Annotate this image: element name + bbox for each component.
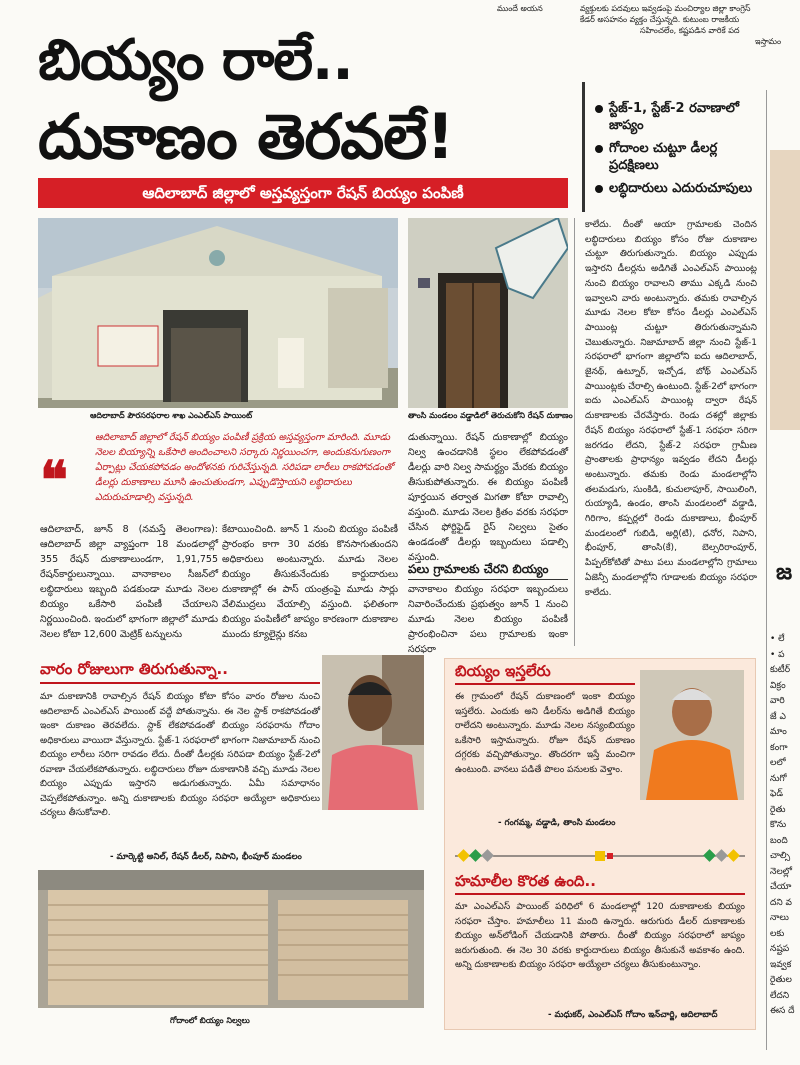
photo2-caption: తాంసి మండలం వడ్డాడిలో తెరుచుకోని రేషన్ దుకాణం [408,411,573,420]
right-strip-line: రైతుల [770,975,792,985]
right-strip-line: నుగో [770,773,787,784]
godown-photo [38,870,424,1008]
dealer-box-sign: - మార్కెట్టి అనిల్, రేషన్ డీలర్, నిపాని, భీంపూర్ మండలం [110,852,302,862]
right-strip-line: విక్రం [770,680,786,691]
right-strip-text [770,632,800,1020]
highlight-text: స్టేజ్-1, స్టేజ్-2 రవాణాలో జాప్యం [609,101,739,133]
warehouse-illustration [38,218,398,408]
top-strip-left: ముందే అయన [497,4,543,13]
right-strip-line: లేదని [770,990,790,1001]
right-strip-line: • లే [770,634,785,644]
top-strip-line: వ్యక్తులకు పదవులు ఇవ్వడంపై మంచిర్యాల జిల్లా కాంగ్రెస్ [580,4,751,13]
dealer-portrait [322,655,424,810]
highlight-text: గోదాంల చుట్టూ డీలర్ల ప్రదక్షిణలు [609,141,718,173]
dealer-box-title: వారం రోజులుగా తిరుగుతున్నా.. [40,660,228,678]
right-strip-photo [770,150,800,430]
highlight-item [595,140,765,174]
right-strip-line: కొను [770,820,787,830]
shop-door-illustration [408,218,568,408]
highlight-item [595,180,765,197]
body-col3b: వానాకాలం బియ్యం సరఫరా ఇబ్బందులు నివారించేందుకు ప్రభుత్వం జూన్ 1 నుంచి మూడు నెలల బియ్యం పంపిణీ ప్రారంభించినా పలు గ్రామాలకు ఇంకా సరఫరా [408,584,568,655]
body-col3: డుతున్నాయి. రేషన్ దుకాణాల్లో బియ్యం నిల్వ ఉంచడానికి స్థలం లేకపోవడంతో డీలర్లు వారి నిల్వ సామర్థ్యం మేరకు బియ్యం తీసుకుపోతున్నారు. ఈ బియ్యం పంపిణీ పూర్తయిన తర్వాత మిగతా కోటా రావాల్సి వస్తుంది. మూడు నెలల క్రితం వరకు సరఫరా చేసిన ఫోర్టిఫైడ్ రైస్ నిల్వలు సైతం ఉండడంతో డీలర్లు ఇబ్బందులు పడాల్సి వస్తుంది. [408,432,568,563]
right-strip-line: దని వ [770,897,792,908]
divider-ornament [455,849,745,863]
villager-box-title: బియ్యం ఇస్తలేరు [455,662,551,680]
hamali-box-text: మా ఎంఎల్ఎస్ పాయింట్ పరిధిలో 6 మండలాల్లో 120 దుకాణాలకు బియ్యం సరఫరా చేస్తాం. హమాలీలు 11 మంది ఉన్నారు. ఆరుగురు డీలర్ దుకాణాలకు బియ్యం అన్‌లోడింగ్ చేయడానికి పోతారు. దీంతో బియ్యం సరఫరాలో జాప్యం జరుగుతుంది. ఈ నెల 30 వరకు కార్డుదారులు బియ్యం తీసుకునే అవకాశం ఉంది. అన్ని దుకాణాలకు బియ్యం సరఫరా అయ్యేలా చర్యలు తీసుకుంటున్నాం. [455,902,745,970]
column-rule [574,218,575,646]
subhead-villages: పలు గ్రామాలకు చేరని బియ్యం [408,562,568,580]
godown-caption: గోదాంలో బియ్యం నిల్వలు [170,1016,250,1025]
top-strip-line: సహించలేం, కష్టపడిన వారికే పద [640,26,740,35]
hamali-box-rule [455,893,745,895]
bullet-icon [595,145,603,153]
dealer-photo [322,655,424,810]
bullet-icon [595,185,603,193]
headline-line2: దుకాణం తెరవలే! [38,100,454,173]
right-column-rule [766,90,767,1050]
right-strip-line: బంది [770,835,788,846]
right-strip-line: నష్టప [770,944,790,954]
right-strip-line: రైతు [770,804,786,815]
hamali-box-title: హమాలీల కొరత ఉంది.. [455,872,596,890]
top-strip-line: కేడర్ అసహనం వ్యక్తం చేస్తున్నది. కుటుంబ రాజకీయ [580,15,740,24]
right-strip-line: నెలల్లో [770,866,792,877]
top-strip-right [580,3,800,47]
dealer-box-text: మా దుకాణానికి రావాల్సిన రేషన్ బియ్యం కోటా కోసం వారం రోజుల నుంచి ఆదిలాబాద్ ఎంఎల్ఎస్ పాయింట్ వద్దే పోతున్నాను. ఈ నెల స్టాక్ రాకపోవడంతో ఇంకా దుకాణం తెరవలేదు. స్టాక్ లేకపోవడంతో బియ్యం సరఫరాను గోదాం అధికారులు వాయిదా వేస్తున్నారు. స్టేజ్-1 సరఫరాలో భాగంగా నిజామాబాద్ నుంచి బియ్యం లారీలు సరిగా రావడం లేదు. దీంతో డీలర్లకు సరిపడా బియ్యం స్టేజ్-2లో రవాణా చేయలేకపోతున్నారు. లబ్ధిదారులు రోజూ దుకాణానికి వచ్చి మూడు నెలల బియ్యం ఎప్పుడు ఇస్తారని అడుగుతున్నారు. ఏమీ సమాధానం చెప్పలేకపోతున్నాం. అన్ని దుకాణాలకు బియ్యం సరఫరా అయ్యేలా అధికారులు చర్యలు తీసుకోవాలి. [40,692,320,818]
right-strip-line: లలో [770,758,786,768]
right-strip-line: జే ఎ [770,711,786,722]
quote-mark-icon: ❝ [40,450,68,511]
right-strip-line: కుటీర్ [770,665,791,675]
godown-illustration [38,870,424,1008]
right-strip-line: మాం [770,727,787,737]
villager-portrait [640,670,744,800]
hamali-box-sign: - మధుకర్, ఎంఎల్ఎస్ గోదాం ఇన్‌చార్జి, ఆదిలాబాద్ [548,1010,718,1020]
highlight-item [595,100,765,134]
right-strip-glyph: జ [776,560,793,585]
body-col4: కాలేదు. దీంతో ఆయా గ్రామాలకు చెందిన లబ్ధిదారులు బియ్యం కోసం రోజు దుకాణాల చుట్టూ తిరుగుతున్నారు. బియ్యం ఎప్పుడు ఇస్తారని డీలర్లను అడిగితే ఎంఎల్ఎస్ పాయింట్ల నుంచి బియ్యం రావాలని తాము ఎక్కడి నుంచి ఇవ్వాలని వారు అంటున్నారు. తమకు రావాల్సిన మూడు నెలల కోటా కోసం డీలర్లు ఎంఎల్ఎస్ పాయింట్ల చుట్టూ తిరుగుతున్నామని చెబుతున్నారు. నిజామాబాద్ జిల్లా నుంచి స్టేజ్-1 సరఫరాలో భాగంగా జిల్లాలోని ఐదు ఆదిలాబాద్, జైనథ్, ఉట్నూర్, ఇచ్చోడ, బోథ్ ఎంఎల్ఎస్ పాయింట్లకు చేరాల్సి ఉంటుంది. స్టేజ్-2లో భాగంగా ఐదు ఎంఎల్ఎస్ పాయింట్ల ద్వారా రేషన్ దుకాణాలకు చేరవేస్తారు. రెండు దశల్లో జిల్లాకు రేషన్ బియ్యం సరఫరాలో స్టేజ్-1 సరఫరా సరిగా జరగడం లేదని, స్టేజ్-2 సరఫరా గ్రామీణ ప్రాంతాలకు ప్రాధాన్యం ఇవ్వడం లేదని డీలర్లు అంటున్నారు. తమకు రెండు మండలాల్లోని తలమడుగు, సుంకిడి, కుచులాపూర్, సాయిలింగి, రుయ్యాడి, ఉండం, తాంసి మండలంలో వడ్డాడి, గిరిగాం, కప్పర్లలో రెండు దుకాణాలు, భీంపూర్ మండలంలో గుబిడి, అర్లి(టి), ధనోర, నిపాని, భీంపూర్, తాంసి(కే), బెల్సరిరాంపూర్, పిప్పల్‌కోటితో పాటు పలు మండలాల్లోని గ్రామాలు ఏజెన్సీ మండలాల్లోని గూడాలకు బియ్యం సరఫరా కాలేదు. [585,220,757,598]
villager-photo [640,670,744,800]
right-strip-line: ఇవ్వక [770,959,792,970]
villager-box-rule [455,683,635,685]
warehouse-photo [38,218,398,408]
right-strip-line: ఈస దే [770,1006,795,1016]
right-strip-line: వారి [770,696,785,706]
villager-box-sign: - గంగమ్మ, వడ్డాడి, తాంసి మండలం [498,818,616,828]
headline-line1: బియ్యం రాలే.. [38,28,353,93]
body-col1: ఆదిలాబాద్, జూన్ 8 (నమస్తే తెలంగాణ): ఆదిలాబాద్ జిల్లా వ్యాప్తంగా 18 మండలాల్లో 355 రేషన్ దుకాణాలుండగా, 1,91,755 రేషన్‌కార్డులున్నాయి. వానాకాలం సీజన్‌లో లబ్ధిదారులు ఇబ్బంది పడకుండా మూడు నెలల బియ్యం ఒకేసారి పంపిణీ చేయాలని నిర్ణయించింది. ఇందులో భాగంగా జిల్లాలో మూడు నెలల కోటా 12,600 మెట్రిక్ టన్నులను [40,524,218,640]
headline-strap: ఆదిలాబాద్ జిల్లాలో అస్తవ్యస్తంగా రేషన్ బియ్యం పంపిణీ [38,178,568,208]
right-strip-line: చేయా [770,882,792,892]
highlight-rule [582,82,585,212]
dealer-box-rule [40,682,320,684]
right-strip-line: కంగా [770,742,788,753]
right-strip-line: ఫెడ్ [770,789,784,799]
right-strip-line: నాలు [770,913,789,923]
pull-quote: ఆదిలాబాద్ జిల్లాలో రేషన్ బియ్యం పంపిణీ ప్రక్రియ అస్తవ్యస్తంగా మారింది. మూడు నెలల బియ్యాన్ని ఒకేసారి అందించాలని సర్కారు నిర్ణయించగా, అందుకనుగుణంగా ఏర్పాట్లు చేయకపోవడం అందోళనకు గురిచేస్తున్నది. సరిపడా లారీలు రాకపోవడంతో డీలర్లు దుకాణాలు మూసి ఉంచుతుండగా, ఎప్పుడొస్తాయని లబ్ధిదారులు ఎదురుచూడాల్సి వస్తున్నది. [95,432,394,503]
bullet-icon [595,105,603,113]
shop-door-photo [408,218,568,408]
diamond-divider [455,848,745,862]
right-strip-line: లకు [770,928,785,939]
highlight-text: లబ్ధిదారులు ఎదురుచూపులు [609,181,753,196]
body-col2: కేటాయించింది. జూన్ 1 నుంచి బియ్యం పంపిణీ ప్రారంభం కాగా 30 వరకు కొనసాగుతుందని అధికారులు అంటున్నారు. మూడు నెలల బియ్యం తీసుకునేందుకు కార్డుదారులు దుకాణాల్లో ఈ పాస్ యంత్రంపై మూడు సార్లు వేలిముద్రలు వేయాల్సి వస్తుంది. ఫలితంగా బియ్యం పంపిణీలో జాప్యం కారణంగా దుకాణాల ముందు క్యూలైన్లు కనబ [222,524,398,640]
villager-box-text: ఈ గ్రామంలో రేషన్ దుకాణంలో ఇంకా బియ్యం ఇస్తలేరు. ఎందుకు అని డీలర్‌ను అడిగితే బియ్యం రాలేదని అంటున్నారు. మూడు నెలల నస్యంబియ్యం ఒకేసారి ఇస్తామన్నారు. రోజూ రేషన్ దుకాణం దగ్గరకు వచ్చిపోతున్నాం. తొందరగా ఇస్తే మంచిగా ఉంటుంది. వానలు పడితే పొలం పనులకు వెళ్తాం. [455,692,635,775]
top-strip-line: ఇస్తామం [755,37,782,46]
right-strip-line: చాల్సి [770,851,791,861]
photo1-caption: ఆదిలాబాద్ పౌరసరఫరాల శాఖ ఎంఎల్ఎస్ పాయింట్ [90,411,253,420]
right-strip-line: • ప [770,649,785,660]
highlights-list [595,100,765,203]
